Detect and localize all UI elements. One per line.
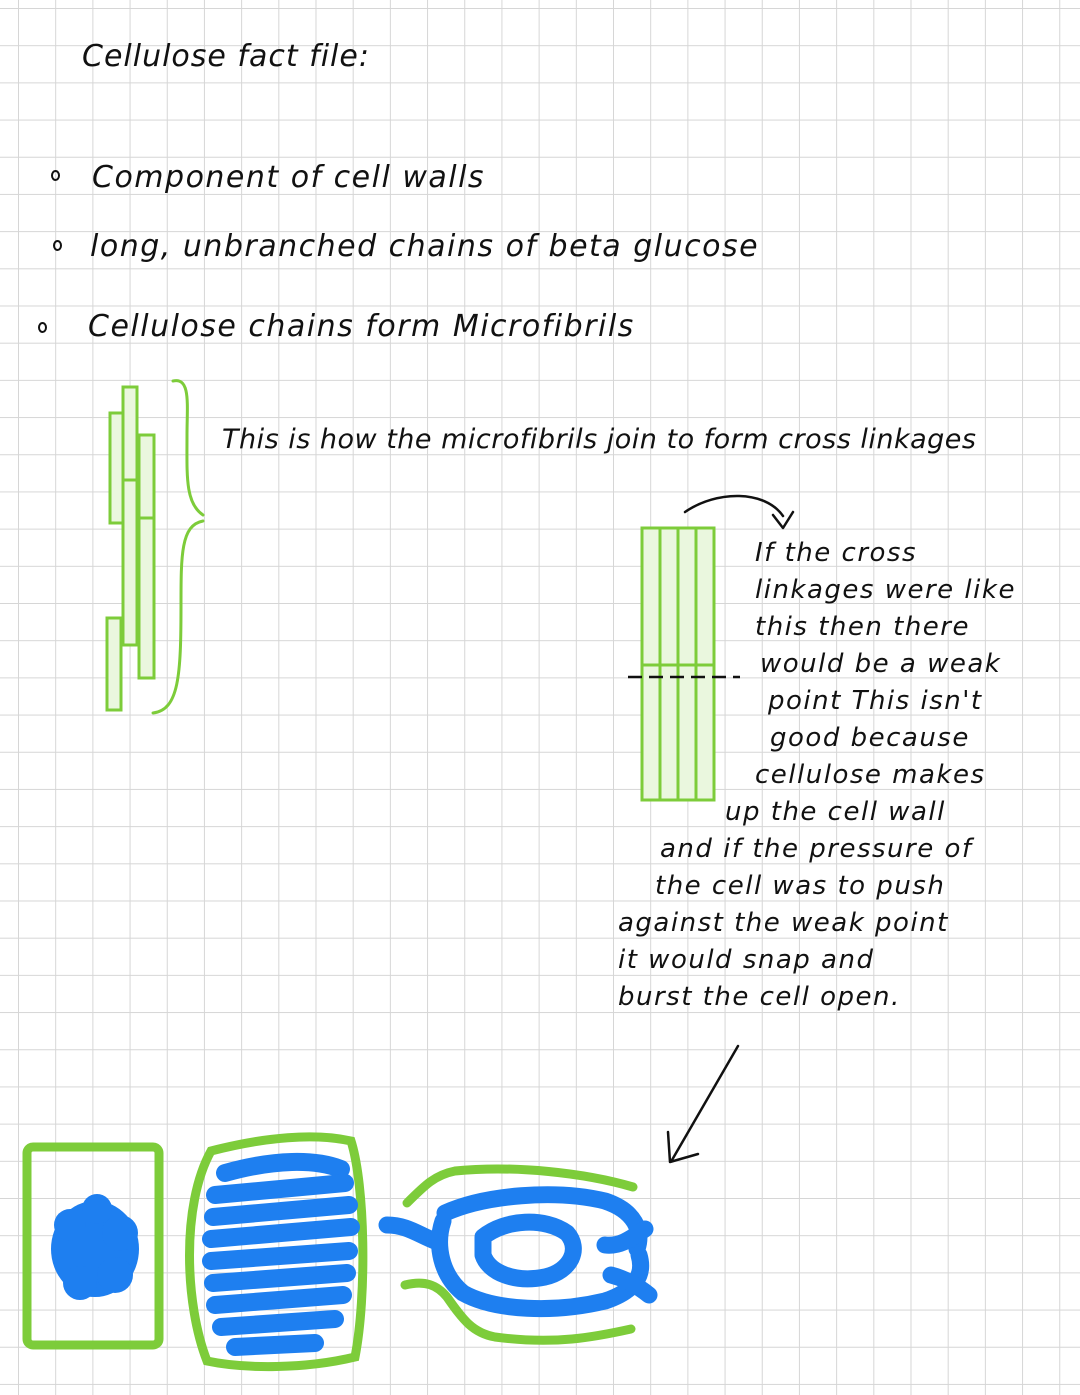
bullet-cell-walls: Component of cell walls <box>92 160 486 195</box>
bullet-beta-glucose: long, unbranched chains of beta glucose <box>90 229 760 264</box>
brace-upper <box>173 381 203 515</box>
note-line: this then there <box>755 612 970 642</box>
page-title: Cellulose fact file: <box>82 39 370 74</box>
down-arrow-icon <box>660 1040 750 1170</box>
fibril-segment <box>123 480 137 645</box>
cytoplasm-blob <box>51 1194 139 1300</box>
note-line: it would snap and <box>618 945 875 975</box>
fibril-segment <box>139 435 154 520</box>
note-line: and if the pressure of <box>660 834 973 864</box>
diagram-caption: This is how the microfibrils join to form cross linkages <box>222 424 977 455</box>
note-line: burst the cell open. <box>618 982 901 1012</box>
burst-cell <box>387 1169 649 1340</box>
fibril-segment <box>107 618 121 710</box>
bullet-microfibrils: Cellulose chains form Microfibrils <box>88 309 635 344</box>
brace-lower <box>153 521 203 713</box>
note-line: cellulose makes <box>755 760 986 790</box>
swollen-cell <box>190 1137 363 1367</box>
cytoplasm-blob <box>211 1162 351 1347</box>
weak-point-explanation <box>600 535 1060 1016</box>
note-line: would be a weak <box>760 649 1002 679</box>
cytoplasm-ring <box>387 1195 649 1309</box>
cell-pressure-diagram <box>15 1125 665 1380</box>
note-line: If the cross <box>755 538 918 568</box>
note-line: linkages were like <box>755 575 1016 605</box>
normal-cell <box>27 1147 159 1345</box>
note-line: the cell was to push <box>655 871 946 901</box>
bullet-dot <box>38 322 47 333</box>
note-line: point This isn't <box>768 686 983 716</box>
note-line: against the weak point <box>618 908 949 938</box>
curved-arrow-icon <box>685 496 783 516</box>
fibril-segment <box>123 387 137 482</box>
note-line: good because <box>770 723 970 753</box>
bullet-dot <box>53 240 62 251</box>
staggered-microfibrils-diagram <box>95 375 225 720</box>
bullet-dot <box>51 170 60 181</box>
fibril-segment <box>139 518 154 678</box>
note-line: up the cell wall <box>725 797 946 827</box>
